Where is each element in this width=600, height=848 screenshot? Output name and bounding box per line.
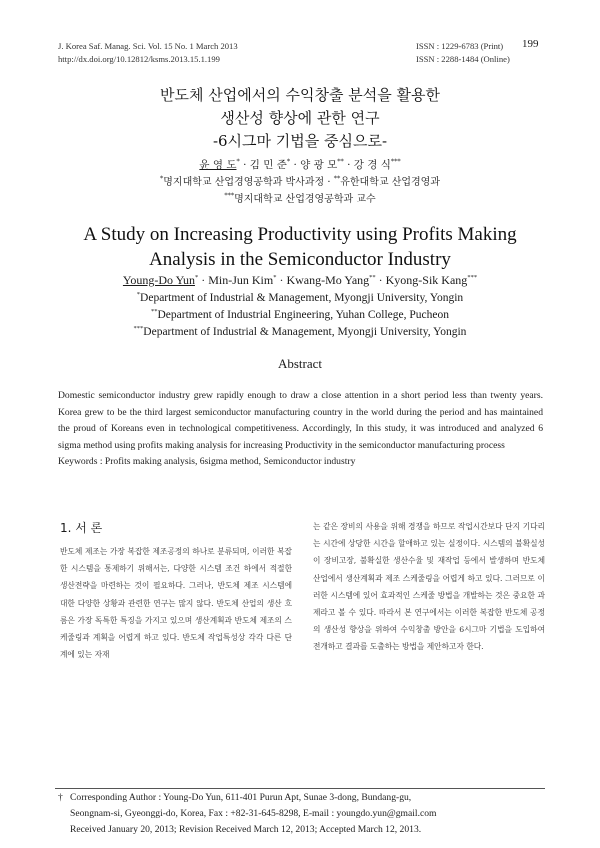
aff-ko-2: 유한대학교 산업경영과: [340, 177, 440, 188]
author-sep: ·: [375, 273, 386, 287]
author-ko-1: 윤 영 도: [199, 159, 237, 171]
keywords: Keywords : Profits making analysis, 6sigma method, Semiconductor industry: [58, 456, 356, 467]
author-en-4-mark: ***: [467, 274, 478, 281]
author-ko-3-mark: **: [337, 157, 344, 166]
author-ko-4-mark: ***: [390, 157, 401, 166]
footnote-rule: [55, 788, 545, 789]
author-ko-4: 강 경 식: [353, 159, 391, 171]
aff-en-3: Department of Industrial & Management, Myongji University, Yongin: [143, 326, 467, 338]
author-sep: ·: [343, 159, 354, 171]
issn-online: ISSN : 2288-1484 (Online): [416, 54, 510, 64]
author-en-2: Min-Jun Kim: [208, 273, 274, 287]
title-ko-line2: 생산성 향상에 관한 연구: [220, 109, 380, 127]
author-ko-3: 양 광 모: [300, 159, 338, 171]
footnote-line1: Corresponding Author : Young-Do Yun, 611-401 Purun Apt, Sunae 3-dong, Bundang-gu,: [70, 792, 412, 803]
aff-en-mark-1: *: [136, 291, 141, 299]
authors-en: [0, 272, 600, 289]
affiliation-en-3: [0, 324, 600, 341]
affiliation-en-2: [0, 307, 600, 324]
aff-en-mark-2: **: [151, 308, 158, 316]
author-en-4: Kyong-Sik Kang: [385, 273, 468, 287]
corresponding-mark: †: [58, 792, 63, 803]
author-ko-2-mark: *: [286, 157, 291, 166]
aff-ko-mark-1: *: [160, 174, 164, 183]
aff-ko-mark-2: **: [333, 174, 341, 183]
author-ko-1-mark: *: [236, 157, 240, 166]
author-sep: ·: [198, 273, 209, 287]
doi-link[interactable]: http://dx.doi.org/10.12812/ksms.2013.15.1.199: [58, 54, 220, 64]
column-right-text: 는 같은 장비의 사용을 위해 경쟁을 하므로 작업시간보다 단지 기다리는 시간에 상당한 시간을 할애하고 있는 실정이다. 시스템의 불확실성이 장비고장, 불확실한 생산수율 및 재작업 등에서 발생하며 반도체 산업에서 생산계획과 제조 스케줄링을 어렵게 하고 있다. 그러므로 이러한 시스템에 있어 효과적인 스케줄 방법을 개발하는 것은 중요한 과제라고 볼 수 있다. 따라서 본 연구에서는 이러한 복잡한 반도체 공정의 생산성 향상을 위하여 수익창출 방안을 6시그마 기법을 도입하여 전개하고 결과를 도출하는 방법을 제안하고자 한다.: [313, 522, 545, 652]
author-ko-2: 김 민 준: [249, 159, 287, 171]
title-ko-line3: -6시그마 기법을 중심으로-: [212, 132, 388, 150]
column-left-text: 반도체 제조는 가장 복잡한 제조공정의 하나로 분류되며, 이러한 복잡한 시스템을 통제하기 위해서는, 다양한 시스템 조건 하에서 적절한 생산전략을 마련하는 것이 필요하다. 그러나, 반도체 제조 시스템에 대한 다양한 상황과 관련한 연구는 많지 않다. 반도체 산업의 생산 흐름은 가장 독특한 특징을 가지고 있으며 생산계획과 반도체 제조의 스케줄링과 계획을 어렵게 하고 있다. 반도체 작업특성상 각각 다른 단계에 있는 자재: [60, 547, 292, 660]
title-en-line2: Analysis in the Semiconductor Industry: [149, 249, 451, 270]
journal-citation: J. Korea Saf. Manag. Sci. Vol. 15 No. 1 March 2013: [58, 41, 238, 51]
author-sep: ·: [276, 273, 287, 287]
author-en-3-mark: **: [369, 274, 376, 281]
issn-print: ISSN : 1229-6783 (Print): [416, 41, 504, 51]
aff-en-2: Department of Industrial Engineering, Yuhan College, Pucheon: [157, 309, 449, 321]
author-en-1-mark: *: [194, 274, 199, 281]
affiliation-ko-line2: [0, 193, 600, 207]
title-ko-line1: 반도체 산업에서의 수익창출 분석을 활용한: [160, 86, 440, 104]
footnote-line2: Seongnam-si, Gyeonggi-do, Korea, Fax : +82-31-645-8298, E-mail : youngdo.yun@gmail.com: [70, 808, 437, 819]
abstract-text: Domestic semiconductor industry grew rapidly enough to draw a close attention in a short period less than twenty years. Korea grew to be the third largest semiconductor manufacturing country in the world during the period and has maintained the proud of Koreans even in technological competitiveness. Accordingly, In this study, it was introduced and analyzed 6 sigma method using profits making analysis for increasing Productivity in the semiconductor manufacturing process: [58, 390, 543, 451]
author-en-3: Kwang-Mo Yang: [286, 273, 370, 287]
affiliation-en-1: [0, 290, 600, 307]
author-sep: ·: [290, 159, 301, 171]
authors-ko: [0, 158, 600, 172]
author-en-2-mark: *: [273, 274, 277, 281]
author-en-1: Young-Do Yun: [122, 273, 195, 287]
title-en-line1: A Study on Increasing Productivity using Profits Making: [83, 224, 517, 245]
aff-ko-mark-3: ***: [224, 191, 235, 200]
abstract-heading: Abstract: [277, 356, 323, 371]
aff-ko-3: 명지대학교 산업경영공학과 교수: [234, 194, 376, 205]
section-heading: 1. 서 론: [60, 521, 103, 535]
author-sep: ·: [239, 159, 250, 171]
aff-en-mark-3: ***: [133, 325, 144, 333]
footnote-line3: Received January 20, 2013; Revision Received March 12, 2013; Accepted March 12, 2013.: [70, 824, 422, 835]
affiliation-ko-line1: [0, 176, 600, 190]
aff-ko-1: 명지대학교 산업경영공학과 박사과정 ·: [163, 177, 334, 188]
aff-en-1: Department of Industrial & Management, Myongji University, Yongin: [140, 292, 464, 304]
page-number: 199: [522, 38, 539, 50]
